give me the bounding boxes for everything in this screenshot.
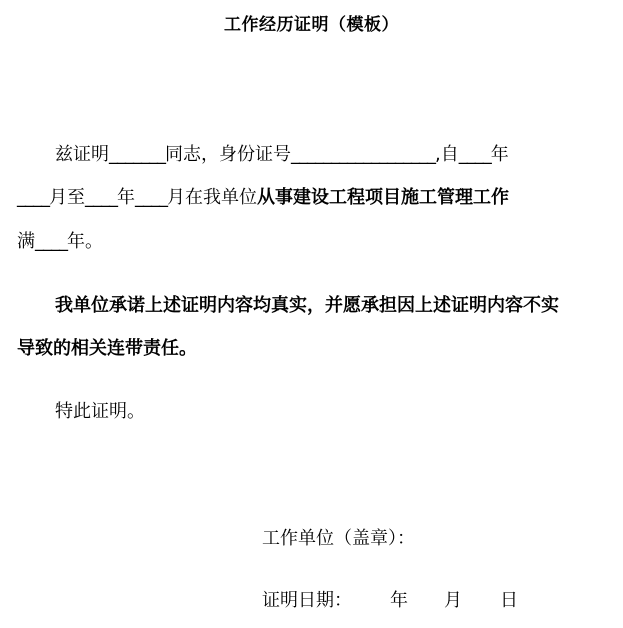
closing-statement: 特此证明。 xyxy=(55,401,145,422)
text-segment: 月至 xyxy=(49,187,85,208)
text-segment: 年 xyxy=(117,187,135,208)
text-segment: 年 xyxy=(490,144,509,165)
text-segment: 同志，身份证号 xyxy=(165,144,291,165)
signature-unit-label: 工作单位（盖章）： xyxy=(262,528,415,549)
signature-date-row xyxy=(262,588,518,614)
start-month-blank: ____ xyxy=(17,187,49,208)
end-month-blank: ____ xyxy=(135,187,167,208)
id-number-blank: __________________ xyxy=(291,144,435,165)
commitment-line-2: 导致的相关连带责任。 xyxy=(17,338,197,359)
text-segment: ,自 xyxy=(435,144,459,165)
year-label: 年 xyxy=(390,590,408,611)
paragraph-1-line-1 xyxy=(55,142,509,168)
text-segment: 月在我单位 xyxy=(167,187,257,208)
name-blank: _______ xyxy=(109,144,165,165)
work-description: 从事建设工程项目施工管理工作 xyxy=(257,187,509,208)
date-label: 证明日期： xyxy=(262,590,352,611)
paragraph-1-line-3 xyxy=(17,229,103,255)
text-segment: 年。 xyxy=(67,231,103,252)
start-year-blank: ____ xyxy=(458,144,491,165)
paragraph-1-line-2 xyxy=(17,185,509,211)
text-segment: 满 xyxy=(17,231,35,252)
end-year-blank: ____ xyxy=(85,187,117,208)
years-blank: ____ xyxy=(35,231,67,252)
day-label: 日 xyxy=(500,590,518,611)
commitment-line-1: 我单位承诺上述证明内容均真实，并愿承担因上述证明内容不实 xyxy=(55,295,559,316)
month-label: 月 xyxy=(444,590,462,611)
text-segment: 兹证明 xyxy=(55,144,109,165)
document-title: 工作经历证明（模板） xyxy=(224,15,399,35)
